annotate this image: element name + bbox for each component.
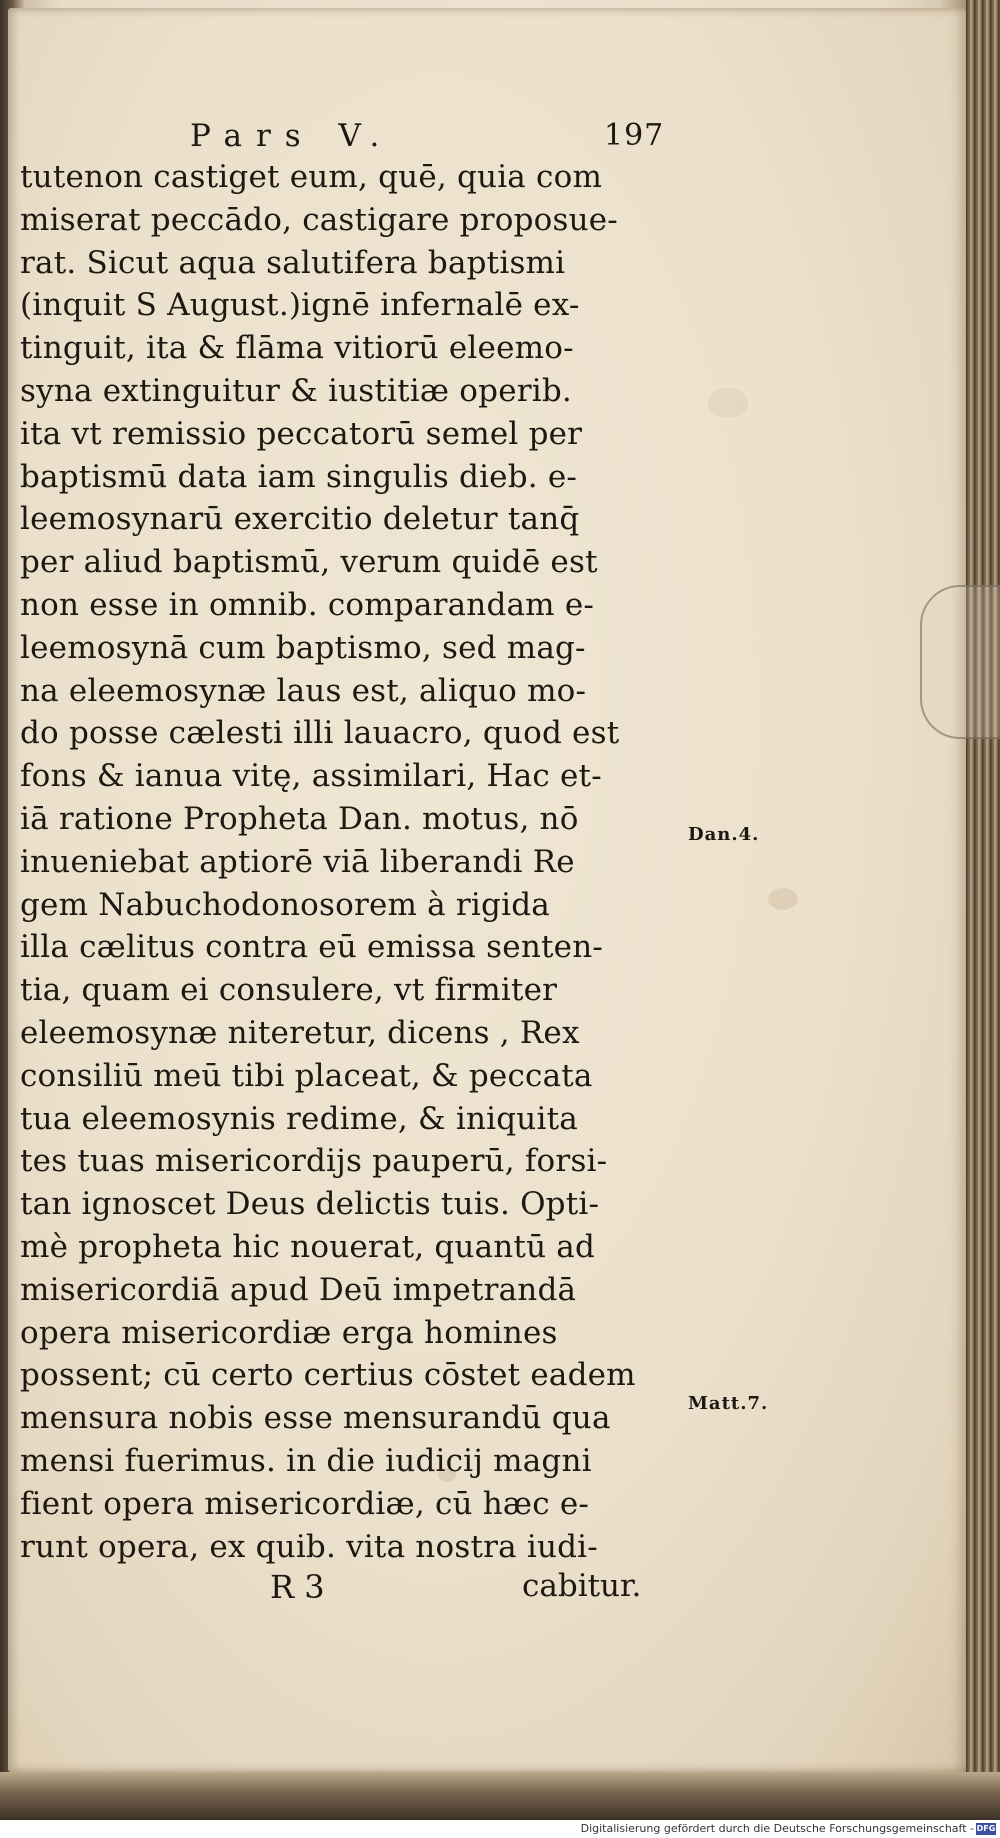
text-line: iā ratione Propheta Dan. motus, nō (20, 800, 579, 837)
text-line: runt opera, ex quib. vita nostra iudi- (20, 1528, 598, 1565)
text-line: per aliud baptismū, verum quidē est (20, 544, 598, 581)
text-line: syna extinguitur & iustitiæ operib. (20, 372, 572, 409)
paper-stain (768, 888, 798, 910)
text-line: gem Nabuchodonosorem à rigida (20, 886, 550, 923)
page-clip (920, 585, 1000, 739)
text-line: mensi fuerimus. in die iudicij magni (20, 1442, 592, 1479)
text-line: do posse cælesti illi lauacro, quod est (20, 715, 620, 752)
text-line: misericordiā apud Deū impetrandā (20, 1271, 577, 1308)
text-line: leemosynā cum baptismo, sed mag- (20, 629, 586, 666)
page-footer (8, 1568, 966, 1612)
dfg-logo: DFG (976, 1824, 996, 1833)
text-line: consiliū meū tibi placeat, & peccata (20, 1057, 593, 1094)
digitization-credit: Digitalisierung gefördert durch die Deutsche Forschungsgemeinschaft - (580, 1822, 974, 1835)
main-text-block (20, 156, 680, 1568)
text-line: non esse in omnib. comparandam e- (20, 586, 595, 623)
book-page (8, 8, 966, 1772)
text-line: na eleemosynæ laus est, aliquo mo- (20, 672, 587, 709)
catchword: cabitur. (522, 1568, 642, 1604)
text-line: miserat peccādo, castigare proposue- (20, 201, 618, 238)
text-line: inueniebat aptiorē viā liberandi Re (20, 843, 575, 880)
text-line: leemosynarū exercitio deletur tanq̄ (20, 501, 580, 538)
book-bottom-edge (0, 1772, 1000, 1820)
text-line: illa cælitus contra eū emissa senten- (20, 929, 604, 966)
signature-mark: R 3 (270, 1568, 325, 1606)
text-line: fient opera misericordiæ, cū hæc e- (20, 1485, 590, 1522)
text-line: possent; cū certo certius cōstet eadem (20, 1357, 636, 1394)
text-line: ita vt remissio peccatorū semel per (20, 415, 583, 452)
text-line: (inquit S August.)ignē infernalē ex- (20, 287, 580, 324)
marginal-note-dan: Dan.4. (688, 824, 760, 845)
text-line: tes tuas misericordijs pauperū, forsi- (20, 1143, 608, 1180)
text-line: rat. Sicut aqua salutifera baptismi (20, 244, 566, 281)
marginal-note-matt: Matt.7. (688, 1393, 769, 1414)
text-line: tan ignoscet Deus delictis tuis. Opti- (20, 1186, 600, 1223)
text-line: tua eleemosynis redime, & iniquita (20, 1100, 578, 1137)
text-line: opera misericordiæ erga homines (20, 1314, 558, 1351)
page-number: 197 (604, 118, 665, 153)
text-line: mè propheta hic nouerat, quantū ad (20, 1228, 596, 1265)
text-line: tinguit, ita & flāma vitiorū eleemo- (20, 330, 574, 367)
text-line: eleemosynæ niteretur, dicens , Rex (20, 1014, 580, 1051)
text-line: tutenon castiget eum, quē, quia com (20, 159, 603, 195)
paper-stain (708, 388, 748, 418)
text-line: tia, quam ei consulere, vt firmiter (20, 972, 558, 1009)
running-title: Pars V. (190, 118, 394, 154)
text-line: mensura nobis esse mensurandū qua (20, 1400, 611, 1437)
book-edge (966, 0, 1000, 1838)
text-line: fons & ianua vitę, assimilari, Hac et- (20, 758, 602, 795)
text-line: baptismū data iam singulis dieb. e- (20, 458, 578, 495)
page-header (8, 118, 966, 158)
